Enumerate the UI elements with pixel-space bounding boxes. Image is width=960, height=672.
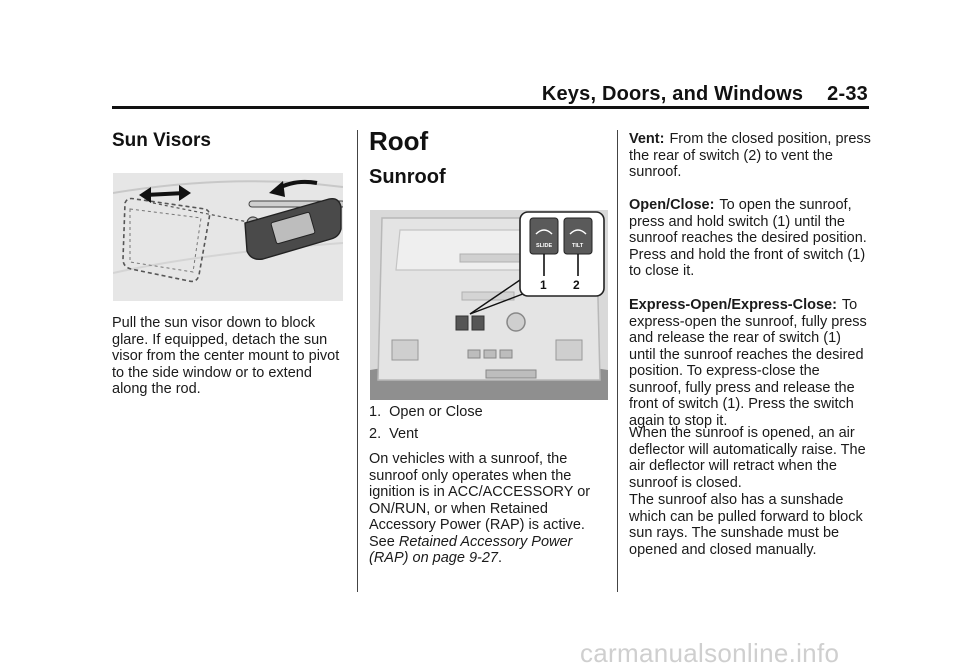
header-rule (112, 106, 869, 109)
see-reference-line-2 (369, 550, 611, 567)
rap-reference-link-1[interactable]: Retained Accessory Power (398, 533, 573, 550)
vent-label: Vent: (629, 131, 665, 147)
legend-number-1: 1. (369, 404, 382, 420)
tilt-switch-label: TILT (572, 243, 584, 249)
see-suffix: . (497, 550, 502, 566)
section-title: Keys, Doors, and Windows (541, 83, 804, 105)
vent-text: From the closed position, press the rear of switch (2) to vent the sunroof. (629, 131, 871, 180)
see-prefix: See (369, 533, 395, 550)
slide-switch-label: SLIDE (536, 243, 553, 249)
roof-heading: Roof (369, 126, 429, 156)
open-close-label: Open/Close: (629, 197, 715, 213)
overhead-console-drawing (370, 210, 608, 400)
express-instruction (629, 297, 871, 429)
legend-text-2: Vent (389, 425, 419, 442)
para-line-3: ignition is in ACC/ACCESSORY or (369, 484, 591, 500)
rap-reference-link-2[interactable]: (RAP) on page 9-27 (369, 550, 498, 566)
open-close-text: To open the sunroof, press and hold switch (1) until the sunroof reaches the desired position. Press and hold the front of switch (1) to close it. (629, 197, 867, 279)
column-divider-1 (357, 130, 358, 592)
callout-2: 2 (573, 278, 580, 292)
air-deflector-paragraph (629, 425, 871, 491)
para-line-1: On vehicles with a sunroof, the (369, 451, 568, 467)
vent-instruction (629, 131, 871, 181)
sun-visors-paragraph: Pull the sun visor down to block glare. If equipped, detach the sun visor from the center mount to pivot to the side window or to extend along the rod. (112, 315, 340, 397)
para-line-4: ON/RUN, or when Retained (369, 500, 548, 517)
express-text: To express-open the sunroof, fully press and release the rear of switch (1) until the sunroof reaches the desired position. To express-close the sunroof, fully press and release the front of switch (1). Press the switch again to stop it. (629, 297, 867, 429)
para-line-5: Accessory Power (RAP) is active. (369, 517, 585, 533)
column-divider-2 (617, 130, 618, 592)
legend-number-2: 2. (369, 425, 382, 442)
sun-visor-drawing (113, 173, 343, 301)
running-header (542, 83, 868, 106)
air-deflector-text: When the sunroof is opened, an air deflector will automatically raise. The air deflector will retract when the sunroof is closed. (629, 425, 866, 491)
see-reference-line (369, 534, 611, 551)
sunroof-legend-list (369, 404, 607, 442)
page-number: 2-33 (827, 83, 868, 105)
sunroof-heading: Sunroof (369, 166, 446, 188)
open-close-instruction (629, 197, 871, 280)
callout-1: 1 (540, 278, 547, 292)
sun-visors-text (112, 315, 346, 398)
sunshade-paragraph (629, 492, 871, 558)
para-line-2: sunroof only operates when the (369, 467, 572, 484)
legend-item-1 (369, 404, 607, 421)
watermark: carmanualsonline.info (580, 638, 840, 668)
sun-visors-heading: Sun Visors (112, 130, 211, 151)
sunroof-overhead-console-illustration (370, 210, 608, 400)
legend-item-2 (369, 426, 607, 443)
sunroof-operation-paragraph (369, 451, 611, 567)
legend-text-1: Open or Close (389, 404, 483, 420)
express-label: Express-Open/Express-Close: (629, 297, 837, 313)
sunshade-text: The sunroof also has a sunshade which can be pulled forward to block sun rays. The sunshade must be opened and closed manually. (629, 492, 863, 558)
sun-visor-illustration (113, 173, 343, 301)
